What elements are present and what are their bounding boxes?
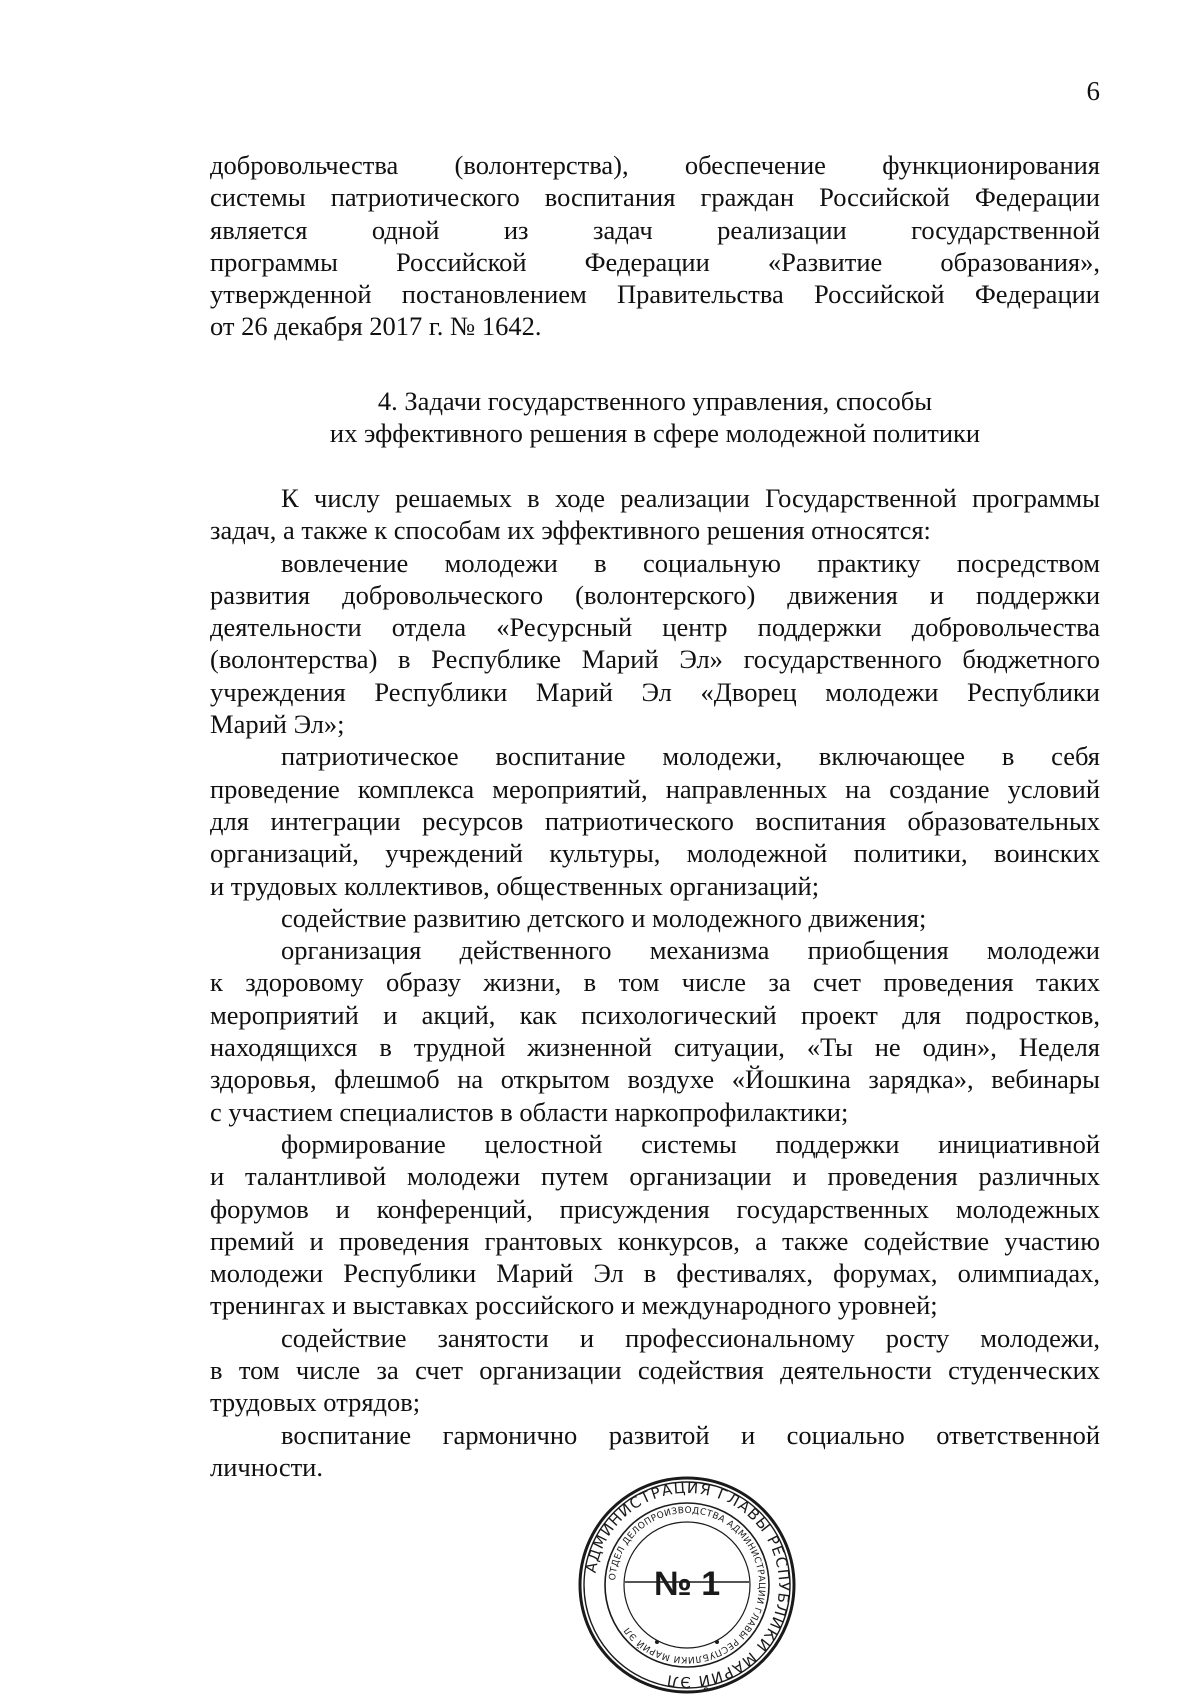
stamp-seal-icon	[575, 1474, 799, 1696]
list-item-line: содействие занятости и профессиональному росту молодежи,	[281, 1322, 1100, 1353]
stamp-inner-text-path: ОТДЕЛ ДЕЛОПРОИЗВОДСТВА АДМИНИСТРАЦИИ ГЛАВЫ РЕСПУБЛИКИ МАРИЙ ЭЛ	[608, 1505, 767, 1665]
heading-line: 4. Задачи государственного управления, способы	[377, 386, 933, 416]
section-body	[210, 482, 1100, 1483]
list-item-line: учреждения Республики Марий Эл «Дворец молодежи Республики	[210, 676, 1100, 707]
list-item-line: тренингах и выставках российского и международного уровней;	[210, 1290, 938, 1321]
stamp-outer-text-path: АДМИНИСТРАЦИЯ ГЛАВЫ РЕСПУБЛИКИ МАРИЙ ЭЛ	[581, 1478, 794, 1692]
list-item-line: находящихся в трудной жизненной ситуации, «Ты не один», Неделя	[210, 1032, 1100, 1063]
text-line: программы Российской Федерации «Развитие образования»,	[210, 246, 1100, 277]
text-line: является одной из задач реализации государственной	[210, 214, 1100, 245]
page-number: 6	[1086, 76, 1100, 106]
list-item-line: здоровья, флешмоб на открытом воздухе «Йошкина зарядка», вебинары	[210, 1064, 1100, 1095]
list-item-line: к здоровому образу жизни, в том числе за счет проведения таких	[210, 967, 1100, 998]
lead-line: задач, а также к способам их эффективного решения относятся:	[210, 515, 931, 546]
list-item-line: формирование целостной системы поддержки инициативной	[281, 1128, 1100, 1159]
stamp-number: № 1	[653, 1565, 721, 1603]
list-item-line: с участием специалистов в области наркопрофилактики;	[210, 1096, 849, 1127]
list-item-line: личности.	[210, 1451, 323, 1482]
list-item-line: вовлечение молодежи в социальную практику посредством	[281, 547, 1100, 578]
list-item-line: в том числе за счет организации содействия деятельности студенческих	[210, 1355, 1100, 1386]
intro-paragraph	[210, 149, 1100, 343]
office-stamp	[575, 1474, 799, 1696]
list-item-line: патриотическое воспитание молодежи, включающее в себя	[281, 741, 1100, 772]
list-item-line: организация действенного механизма приобщения молодежи	[281, 935, 1100, 966]
text-line: добровольчества (волонтерства), обеспечение функционирования	[210, 150, 1100, 180]
section-heading	[210, 385, 1100, 450]
list-item-line: организаций, учреждений культуры, молодежной политики, воинских	[210, 838, 1100, 869]
list-item-line: и трудовых коллективов, общественных организаций;	[210, 870, 820, 901]
list-item-line: проведение комплекса мероприятий, направленных на создание условий	[210, 773, 1100, 804]
list-item-line: Марий Эл»;	[210, 709, 345, 740]
list-item-line: деятельности отдела «Ресурсный центр поддержки добровольчества	[210, 612, 1100, 643]
text-line: от 26 декабря 2017 г. № 1642.	[210, 311, 542, 342]
list-item-line: премий и проведения грантовых конкурсов, а также содействие участию	[210, 1225, 1100, 1256]
list-item-line: воспитание гармонично развитой и социально ответственной	[281, 1419, 1100, 1450]
heading-line: их эффективного решения в сфере молодежной политики	[329, 418, 981, 449]
list-item-line: содействие развитию детского и молодежного движения;	[281, 902, 927, 933]
list-item-line: трудовых отрядов;	[210, 1387, 421, 1418]
list-item-line: (волонтерства) в Республике Марий Эл» государственного бюджетного	[210, 644, 1100, 675]
list-item-line: форумов и конференций, присуждения государственных молодежных	[210, 1193, 1100, 1224]
list-item-line: молодежи Республики Марий Эл в фестивалях, форумах, олимпиадах,	[210, 1258, 1100, 1289]
lead-line: К числу решаемых в ходе реализации Государственной программы	[281, 483, 1100, 513]
list-item-line: мероприятий и акций, как психологический проект для подростков,	[210, 999, 1100, 1030]
text-line: системы патриотического воспитания граждан Российской Федерации	[210, 182, 1100, 213]
list-item-line: развития добровольческого (волонтерского) движения и поддержки	[210, 579, 1100, 610]
list-item-line: и талантливой молодежи путем организации и проведения различных	[210, 1161, 1100, 1192]
list-item-line: для интеграции ресурсов патриотического воспитания образовательных	[210, 805, 1100, 836]
text-line: утвержденной постановлением Правительства Российской Федерации	[210, 279, 1100, 310]
